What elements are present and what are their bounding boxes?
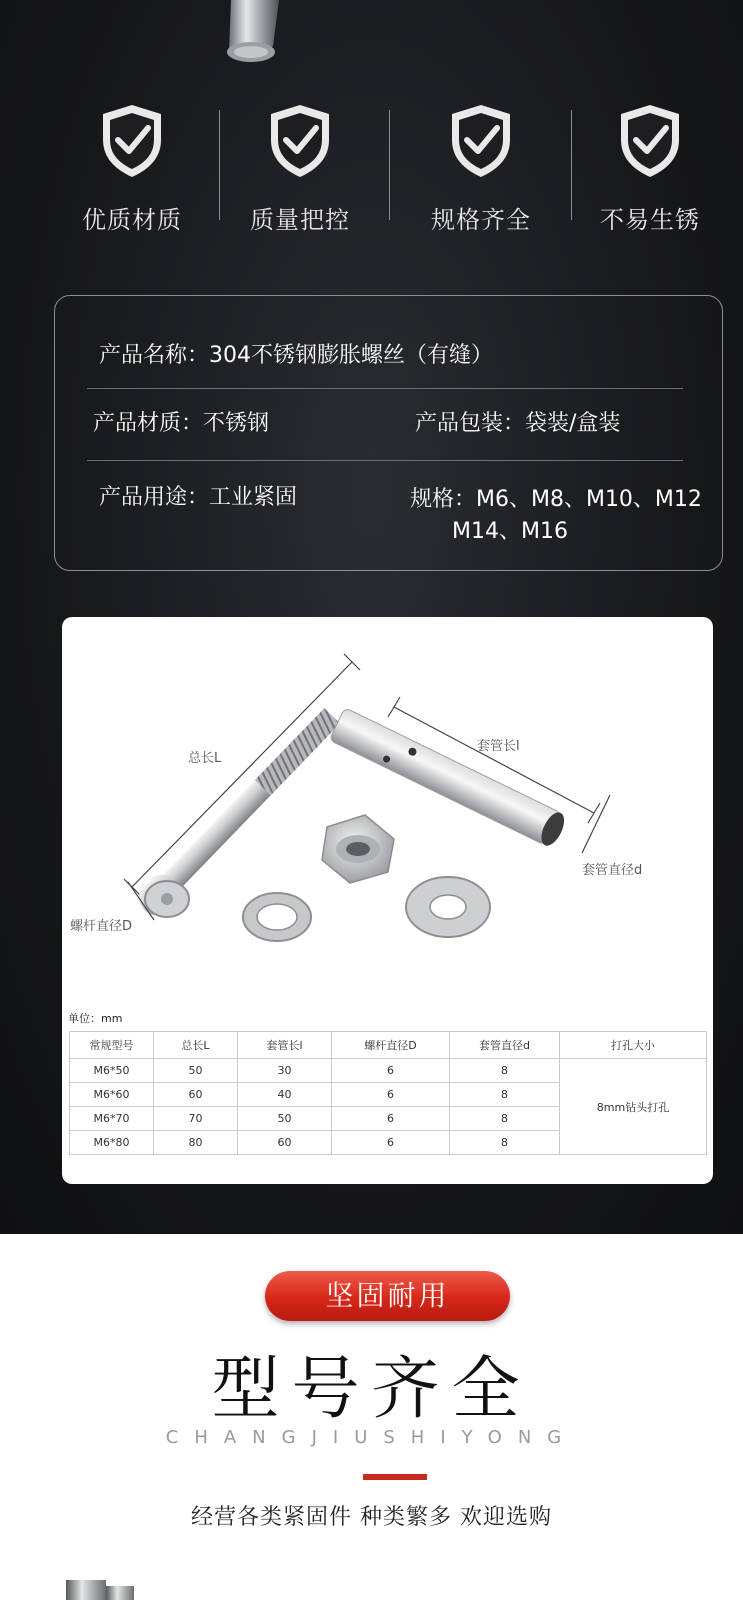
hex-nut [322,815,394,883]
durable-badge: 坚固耐用 [265,1271,510,1321]
table-cell: 50 [154,1059,238,1083]
divider [571,110,572,220]
drill-size-cell: 8mm钻头打孔 [560,1059,707,1155]
product-usage: 产品用途：工业紧固 [99,485,298,510]
info-divider [87,388,683,389]
table-cell: 60 [238,1131,332,1155]
flat-washer [406,877,490,937]
total-length-label: 总长L [188,751,222,766]
unit-label: 单位：mm [68,1012,123,1025]
feature-label: 规格齐全 [431,206,531,234]
shield-check-icon [267,102,333,180]
sleeve-length-label: 套管长l [477,739,520,754]
table-cell: 8 [450,1131,560,1155]
table-cell: 6 [332,1083,450,1107]
table-cell: M6*70 [70,1107,154,1131]
section-title: 型号齐全 [211,1350,532,1429]
table-header-row [70,1032,707,1059]
product-info-box [54,295,723,571]
red-accent-bar [363,1474,427,1480]
product-photo-card [62,617,713,1184]
table-cell: 50 [238,1107,332,1131]
spring-washer [243,893,311,941]
product-material: 产品材质：不锈钢 [93,411,270,436]
features-row [0,96,743,246]
feature-label: 优质材质 [82,206,182,234]
header-cell: 螺杆直径D [332,1032,450,1059]
table-cell: M6*50 [70,1059,154,1083]
feature-full-specs [406,96,556,235]
table-cell: 30 [238,1059,332,1083]
header-cell: 打孔大小 [560,1032,707,1059]
table-row [70,1059,707,1083]
table-cell: 6 [332,1131,450,1155]
product-spec-line1: 规格：M6、M8、M10、M12 [410,487,702,512]
table-cell: 70 [154,1107,238,1131]
table-cell: 6 [332,1059,450,1083]
section-subtitle: 经营各类紧固件 种类繁多 欢迎选购 [191,1505,552,1530]
table-cell: 8 [450,1107,560,1131]
header-cell: 常规型号 [70,1032,154,1059]
product-spec-line2: M14、M16 [452,519,568,544]
feature-rust-resistant [575,96,725,235]
shield-check-icon [448,102,514,180]
info-divider [87,460,683,461]
feature-label: 不易生锈 [600,206,700,234]
feature-label: 质量把控 [250,206,350,234]
feature-quality-control [225,96,375,235]
bolt-image [66,1576,134,1600]
sleeve-diameter-label: 套管直径d [582,863,643,878]
spec-table [69,1031,707,1155]
bolt-image [213,0,293,68]
header-cell: 套管长l [238,1032,332,1059]
header-cell: 总长L [154,1032,238,1059]
table-cell: M6*80 [70,1131,154,1155]
table-cell: 8 [450,1059,560,1083]
table-cell: M6*60 [70,1083,154,1107]
table-cell: 60 [154,1083,238,1107]
sleeve-diameter-dimension [582,795,610,853]
feature-quality-material [57,96,207,235]
bolt-diagram [62,617,713,1007]
product-name: 产品名称：304不锈钢膨胀螺丝（有缝） [99,343,493,368]
divider [219,110,220,220]
table-cell: 8 [450,1083,560,1107]
section-pinyin: CHANGJIUSHIYONG [165,1427,578,1448]
shield-check-icon [617,102,683,180]
divider [389,110,390,220]
product-packaging: 产品包装：袋装/盒装 [415,411,621,436]
table-cell: 80 [154,1131,238,1155]
table-cell: 40 [238,1083,332,1107]
header-cell: 套管直径d [450,1032,560,1059]
rod-diameter-label: 螺杆直径D [70,919,133,934]
table-cell: 6 [332,1107,450,1131]
shield-check-icon [99,102,165,180]
